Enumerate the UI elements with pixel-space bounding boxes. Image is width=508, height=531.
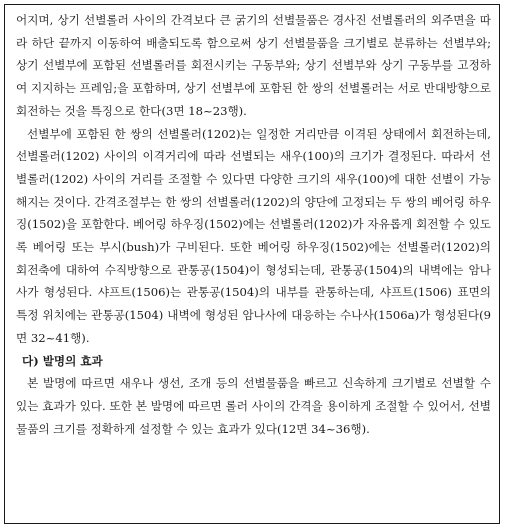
paragraph-effects: 본 발명에 따르면 새우나 생선, 조개 등의 선별물품을 빠르고 신속하게 크기별로 선별할 수 있는 효과가 있다. 또한 본 발명에 따르면 롤러 사이의 간격을 용이하게 조절할 수 있어서, 선별물품의 크기를 정확하게 설정할 수 있는 효과가 있다(12면 34~36행). [16, 376, 491, 436]
paragraph-claim-summary: 어지며, 상기 선별롤러 사이의 간격보다 큰 굵기의 선별물품은 경사진 선별롤러의 외주면을 따라 하단 끝까지 이동하여 배출되도록 함으로써 상기 선별물품을 크기별로 분류하는 선별부와; 상기 선별부에 포함된 선별롤러를 회전시키는 구동부와; 상기 선별부와 상기 구동부를 고정하여 지지하는 프레임;을 포함하며, 상기 선별부에 포함된 한 쌍의 선별롤러는 서로 반대방향으로 회전하는 것을 특징으로 한다(3면 18~23행). [16, 13, 491, 118]
paragraph-gap-adjustment: 선별부에 포함된 한 쌍의 선별롤러(1202)는 일정한 거리만큼 이격된 상태에서 회전하는데, 선별롤러(1202) 사이의 이격거리에 따라 선별되는 새우(100)의 크기가 결정된다. 따라서 선별롤러(1202) 사이의 거리를 조절할 수 있다면 다양한 크기의 새우(100)에 대한 선별이 가능해지는 것이다. 간격조절부는 한 쌍의 선별롤러(1202)의 양단에 고정되는 두 쌍의 베어링 하우징(1502)을 포함한다. 베어링 하우징(1502)에는 선별롤러(1202)가 자유롭게 회전할 수 있도록 베어링 또는 부시(bush)가 구비된다. 또한 베어링 하우징(1502)에는 선별롤러(1202)의 회전축에 대하여 수직방향으로 관통공(1504)이 형성되는데, 관통공(1504)의 내벽에는 암나사가 형성된다. 샤프트(1506)는 관통공(1504)의 내부를 관통하는데, 샤프트(1506) 표면의 특정 위치에는 관통공(1504) 내벽에 형성된 암나사에 대응하는 수나사(1506a)가 형성된다(9면 32~41행). [16, 126, 491, 345]
document-text-box [4, 4, 500, 524]
section-heading-effects: 다) 발명의 효과 [22, 353, 103, 368]
